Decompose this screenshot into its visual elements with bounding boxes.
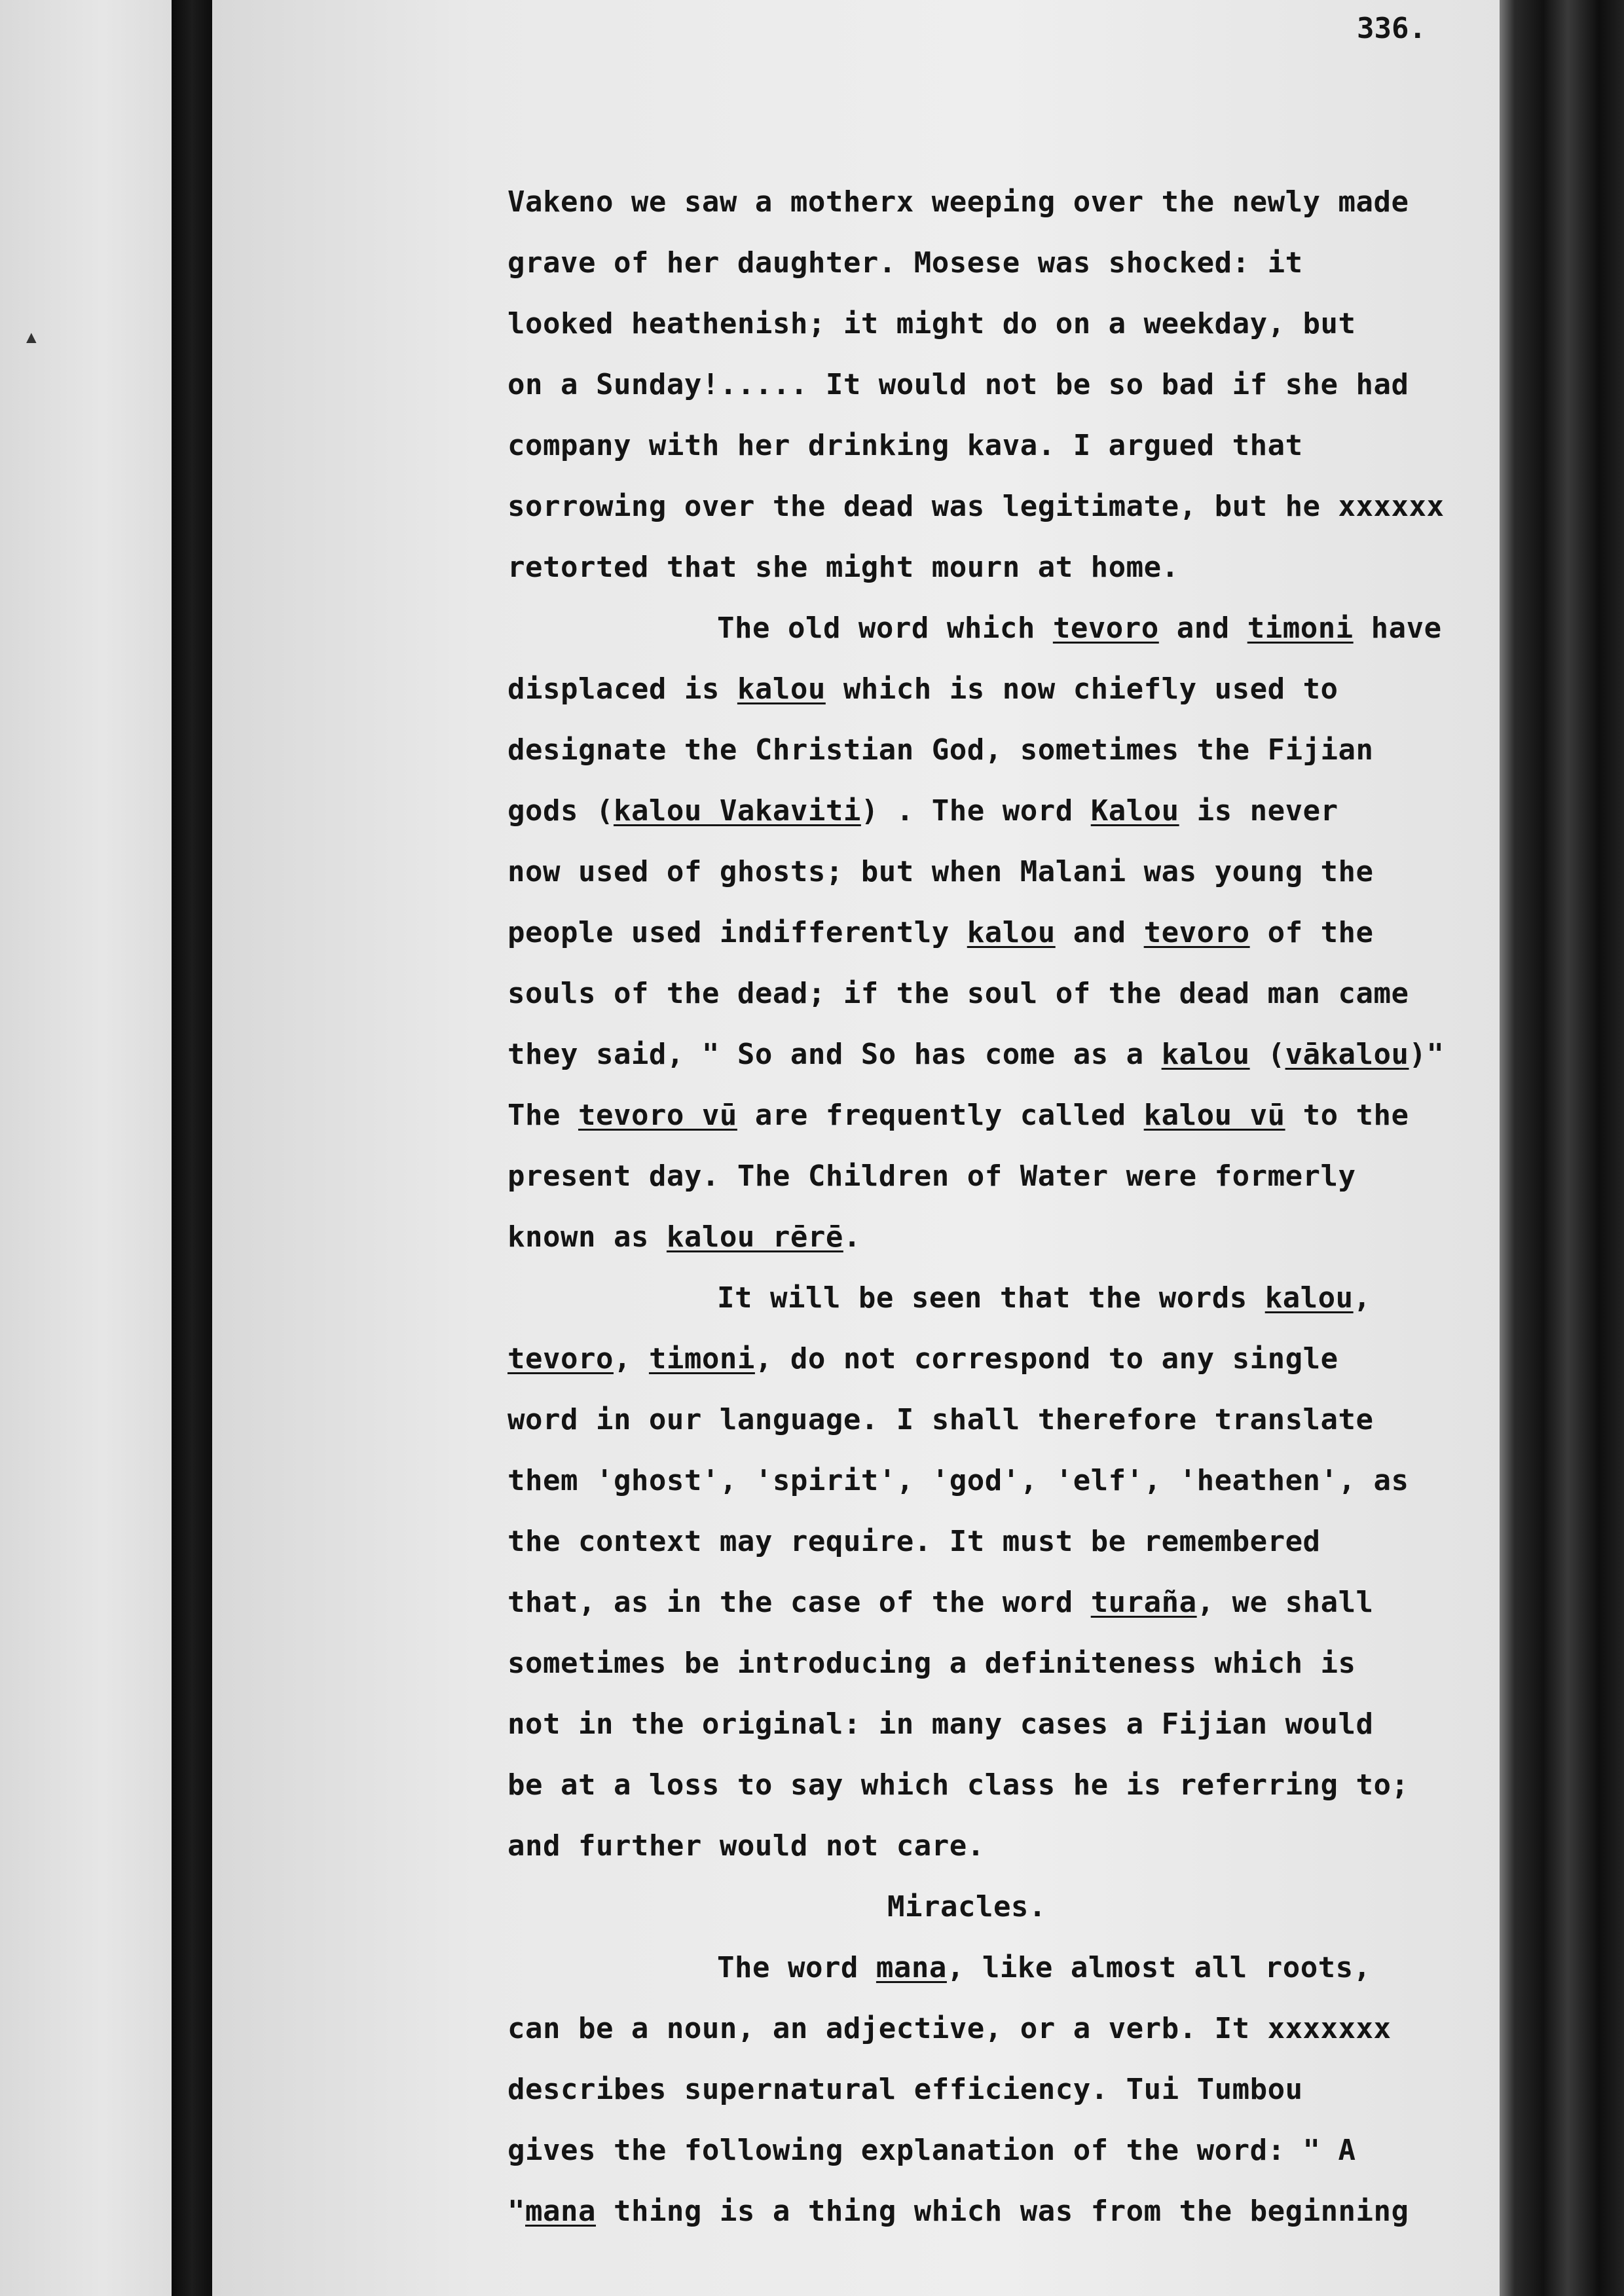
text-line xyxy=(507,1207,1503,1267)
underlined-term: vākalou xyxy=(1285,1038,1409,1071)
text-run: Vakeno we saw a motherx weeping over the newly made xyxy=(507,185,1409,219)
underlined-term: kalou xyxy=(737,672,826,706)
text-run: . xyxy=(843,1220,861,1254)
text-line xyxy=(507,537,1503,598)
text-run: , like almost all roots, xyxy=(946,1951,1371,1984)
text-run: company with her drinking kava. I argued that xyxy=(507,429,1303,462)
text-run: have xyxy=(1353,611,1442,645)
text-run: known as xyxy=(507,1220,667,1254)
underlined-term: tevoro xyxy=(507,1342,614,1376)
text-run: people used indifferently xyxy=(507,916,967,949)
underlined-term: mana xyxy=(525,2195,596,2228)
text-run: souls of the dead; if the soul of the dead man came xyxy=(507,977,1409,1010)
text-run: displaced is xyxy=(507,672,737,706)
text-run: , do not correspond to any single xyxy=(754,1342,1338,1376)
underlined-term: timoni xyxy=(648,1342,755,1376)
underlined-term: Kalou xyxy=(1090,794,1179,828)
text-line xyxy=(507,659,1503,720)
text-run: that, as in the case of the word xyxy=(507,1586,1091,1619)
text-line xyxy=(507,1024,1503,1085)
text-run: retorted that she might mourn at home. xyxy=(507,551,1179,584)
text-run: be at a loss to say which class he is referring to; xyxy=(507,1768,1409,1802)
text-run: sorrowing over the dead was legitimate, but he xxxxxx xyxy=(507,490,1445,523)
underlined-term: kalou xyxy=(967,916,1056,949)
text-line xyxy=(507,963,1503,1024)
underlined-term: tevoro vū xyxy=(578,1099,737,1132)
text-run: the context may require. It must be remembered xyxy=(507,1525,1321,1558)
typescript-body xyxy=(507,172,1503,2242)
text-line xyxy=(507,2059,1503,2120)
underlined-term: timoni xyxy=(1247,611,1354,645)
text-run: ( xyxy=(1249,1038,1285,1071)
text-line xyxy=(507,293,1503,354)
text-line xyxy=(507,1755,1503,1815)
text-run: designate the Christian God, sometimes the Fijian xyxy=(507,733,1374,767)
text-run: , we shall xyxy=(1196,1586,1374,1619)
text-run: looked heathenish; it might do on a weekday, but xyxy=(507,307,1356,340)
text-run: describes supernatural efficiency. Tui Tumbou xyxy=(507,2073,1303,2106)
text-line xyxy=(507,1511,1503,1572)
text-run: and further would not care. xyxy=(507,1829,985,1863)
text-line xyxy=(507,1389,1503,1450)
text-run: sometimes be introducing a definiteness which is xyxy=(507,1647,1356,1680)
text-line xyxy=(507,1146,1503,1207)
text-run: thing is a thing which was from the beginning xyxy=(595,2195,1409,2228)
text-run: to the xyxy=(1285,1099,1409,1132)
text-run: Miracles. xyxy=(887,1890,1046,1923)
text-line xyxy=(507,1085,1503,1146)
underlined-term: kalou Vakaviti xyxy=(613,794,861,828)
text-line xyxy=(507,1450,1503,1511)
text-run: )" xyxy=(1409,1038,1445,1071)
underlined-term: kalou xyxy=(1161,1038,1250,1071)
text-line xyxy=(507,2120,1503,2181)
text-run: gods ( xyxy=(507,794,614,828)
text-line xyxy=(507,1572,1503,1633)
text-run: is never xyxy=(1179,794,1338,828)
text-run: of the xyxy=(1249,916,1374,949)
underlined-term: kalou xyxy=(1264,1281,1354,1315)
text-line xyxy=(507,841,1503,902)
underlined-term: kalou vū xyxy=(1143,1099,1285,1132)
text-run: and xyxy=(1055,916,1144,949)
right-page-edge xyxy=(1500,0,1624,2296)
left-margin xyxy=(0,0,172,2296)
text-run: can be a noun, an adjective, or a verb. It xxxxxxx xyxy=(507,2012,1392,2045)
text-run: ) . The word xyxy=(860,794,1091,828)
text-line xyxy=(507,232,1503,293)
text-run: now used of ghosts; but when Malani was young the xyxy=(507,855,1374,888)
text-run: The old word which xyxy=(717,611,1053,645)
underlined-term: tevoro xyxy=(1052,611,1159,645)
page-number: 336. xyxy=(1357,12,1426,45)
underlined-term: turaña xyxy=(1090,1586,1197,1619)
text-run: , xyxy=(1353,1281,1371,1315)
underlined-term: kalou rērē xyxy=(666,1220,843,1254)
text-run: are frequently called xyxy=(737,1099,1144,1132)
text-run: grave of her daughter. Mosese was shocked: it xyxy=(507,246,1303,280)
text-run: , xyxy=(613,1342,649,1376)
text-run: which is now chiefly used to xyxy=(825,672,1338,706)
text-line xyxy=(507,1633,1503,1694)
text-run: present day. The Children of Water were formerly xyxy=(507,1159,1356,1193)
text-line xyxy=(507,1328,1503,1389)
text-line xyxy=(507,1815,1503,1876)
text-line xyxy=(507,172,1503,232)
text-line xyxy=(507,415,1503,476)
text-run: and xyxy=(1158,611,1247,645)
text-line xyxy=(507,476,1503,537)
text-line xyxy=(507,780,1503,841)
text-line xyxy=(507,1267,1503,1328)
section-heading xyxy=(507,1876,1503,1937)
text-run: they said, " So and So has come as a xyxy=(507,1038,1162,1071)
text-run: It will be seen that the words xyxy=(717,1281,1265,1315)
text-run: not in the original: in many cases a Fijian would xyxy=(507,1707,1374,1741)
margin-mark: ▲ xyxy=(26,327,37,347)
text-run: word in our language. I shall therefore translate xyxy=(507,1403,1374,1436)
text-line xyxy=(507,2181,1503,2242)
text-run: " xyxy=(507,2195,525,2228)
text-line xyxy=(507,354,1503,415)
text-line xyxy=(507,1937,1503,1998)
text-run: them 'ghost', 'spirit', 'god', 'elf', 'heathen', as xyxy=(507,1464,1409,1497)
text-run: The word xyxy=(717,1951,876,1984)
text-run: The xyxy=(507,1099,578,1132)
underlined-term: tevoro xyxy=(1143,916,1250,949)
underlined-term: mana xyxy=(876,1951,947,1984)
text-line xyxy=(507,598,1503,659)
text-line xyxy=(507,1998,1503,2059)
text-line xyxy=(507,720,1503,780)
text-run: on a Sunday!..... It would not be so bad if she had xyxy=(507,368,1409,401)
text-line xyxy=(507,902,1503,963)
text-run: gives the following explanation of the word: " A xyxy=(507,2134,1356,2167)
binding-gutter xyxy=(172,0,212,2296)
text-line xyxy=(507,1694,1503,1755)
